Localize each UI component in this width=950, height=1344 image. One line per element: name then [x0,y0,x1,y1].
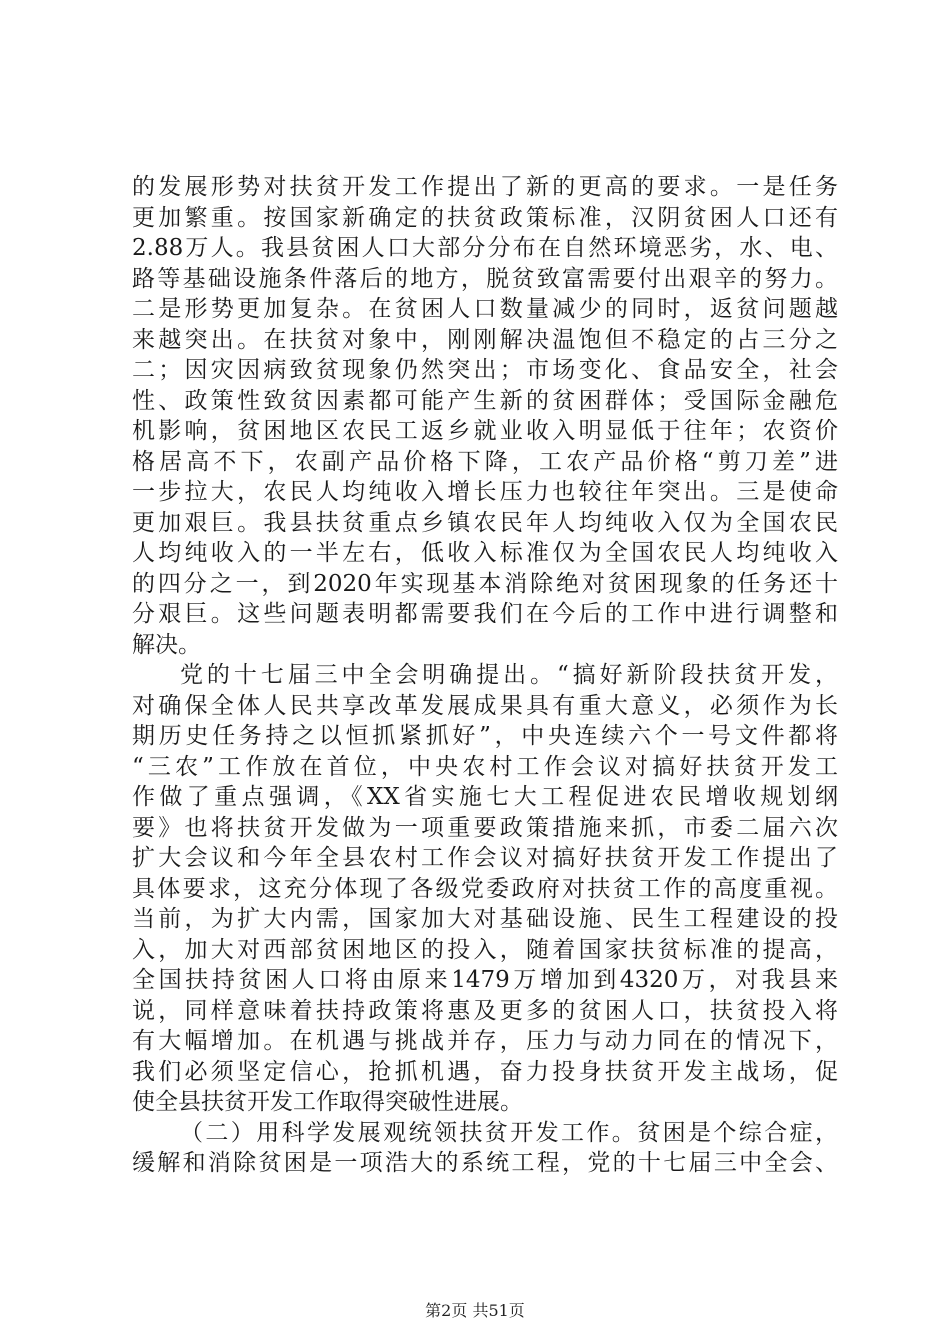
text-line: 全国扶持贫困人口将由原来1479万增加到4320万，对我县来 [132,967,838,993]
text-line: 缓解和消除贫困是一项浩大的系统工程，党的十七届三中全会、 [132,1150,838,1176]
text-line: （二）用科学发展观统领扶贫开发工作。贫困是个综合症， [180,1119,838,1146]
text-line: 入，加大对西部贫困地区的投入，随着国家扶贫标准的提高， [132,936,838,963]
text-line: 当前，为扩大内需，国家加大对基础设施、民生工程建设的投 [132,906,838,932]
text-line: 使全县扶贫开发工作取得突破性进展。 [132,1089,523,1115]
text-line: 期历史任务持之以恒抓紧抓好”，中央连续六个一号文件都将 [132,723,838,749]
text-line: 二；因灾因病致贫现象仍然突出；市场变化、食品安全，社会 [132,357,838,383]
text-line: 有大幅增加。在机遇与挑战并存，压力与动力同在的情况下， [132,1028,838,1054]
text-line: 更加繁重。按国家新确定的扶贫政策标准，汉阴贫困人口还有 [132,204,838,231]
text-line: 党的十七届三中全会明确提出。“搞好新阶段扶贫开发， [180,662,838,688]
text-line: 对确保全体人民共享改革发展成果具有重大意义，必须作为长 [132,692,838,719]
paragraph-p3 [132,1118,838,1179]
text-line: 要》也将扶贫开发做为一项重要政策措施来抓，市委二届六次 [132,814,838,841]
text-line: 作做了重点强调，《XX省实施七大工程促进农民增收规划纲 [132,784,838,810]
text-line: 来越突出。在扶贫对象中，刚刚解决温饱但不稳定的占三分之 [132,326,838,353]
text-line: 2.88万人。我县贫困人口大部分分布在自然环境恶劣，水、电、 [132,235,838,261]
text-line: “三农”工作放在首位，中央农村工作会议对搞好扶贫开发工 [132,753,838,780]
text-line: 的发展形势对扶贫开发工作提出了新的更高的要求。一是任务 [132,174,838,200]
paragraph-p1 [132,172,838,660]
document-body [132,172,838,1179]
text-line: 说，同样意味着扶持政策将惠及更多的贫困人口，扶贫投入将 [132,997,838,1024]
text-line: 性、政策性致贫因素都可能产生新的贫困群体；受国际金融危 [132,387,838,414]
text-line: 解决。 [132,631,201,658]
text-line: 具体要求，这充分体现了各级党委政府对扶贫工作的高度重视。 [132,875,838,902]
text-line: 格居高不下，农副产品价格下降，工农产品价格“剪刀差”进 [132,448,838,475]
text-line: 扩大会议和今年全县农村工作会议对搞好扶贫开发工作提出了 [132,845,838,871]
text-line: 路等基础设施条件落后的地方，脱贫致富需要付出艰辛的努力。 [132,265,838,292]
text-line: 我们必须坚定信心，抢抓机遇，奋力投身扶贫开发主战场，促 [132,1058,838,1085]
page-footer: 第2页 共51页 [425,1301,525,1320]
paragraph-p2 [132,660,838,1118]
text-line: 的四分之一，到2020年实现基本消除绝对贫困现象的任务还十 [132,570,838,597]
text-line: 一步拉大，农民人均纯收入增长压力也较往年突出。三是使命 [132,479,838,505]
text-line: 人均纯收入的一半左右，低收入标准仅为全国农民人均纯收入 [132,540,838,566]
text-line: 机影响，贫困地区农民工返乡就业收入明显低于往年；农资价 [132,418,838,444]
text-line: 分艰巨。这些问题表明都需要我们在今后的工作中进行调整和 [132,601,838,627]
text-line: 更加艰巨。我县扶贫重点乡镇农民年人均纯收入仅为全国农民 [132,509,838,536]
text-line: 二是形势更加复杂。在贫困人口数量减少的同时，返贫问题越 [132,296,838,322]
